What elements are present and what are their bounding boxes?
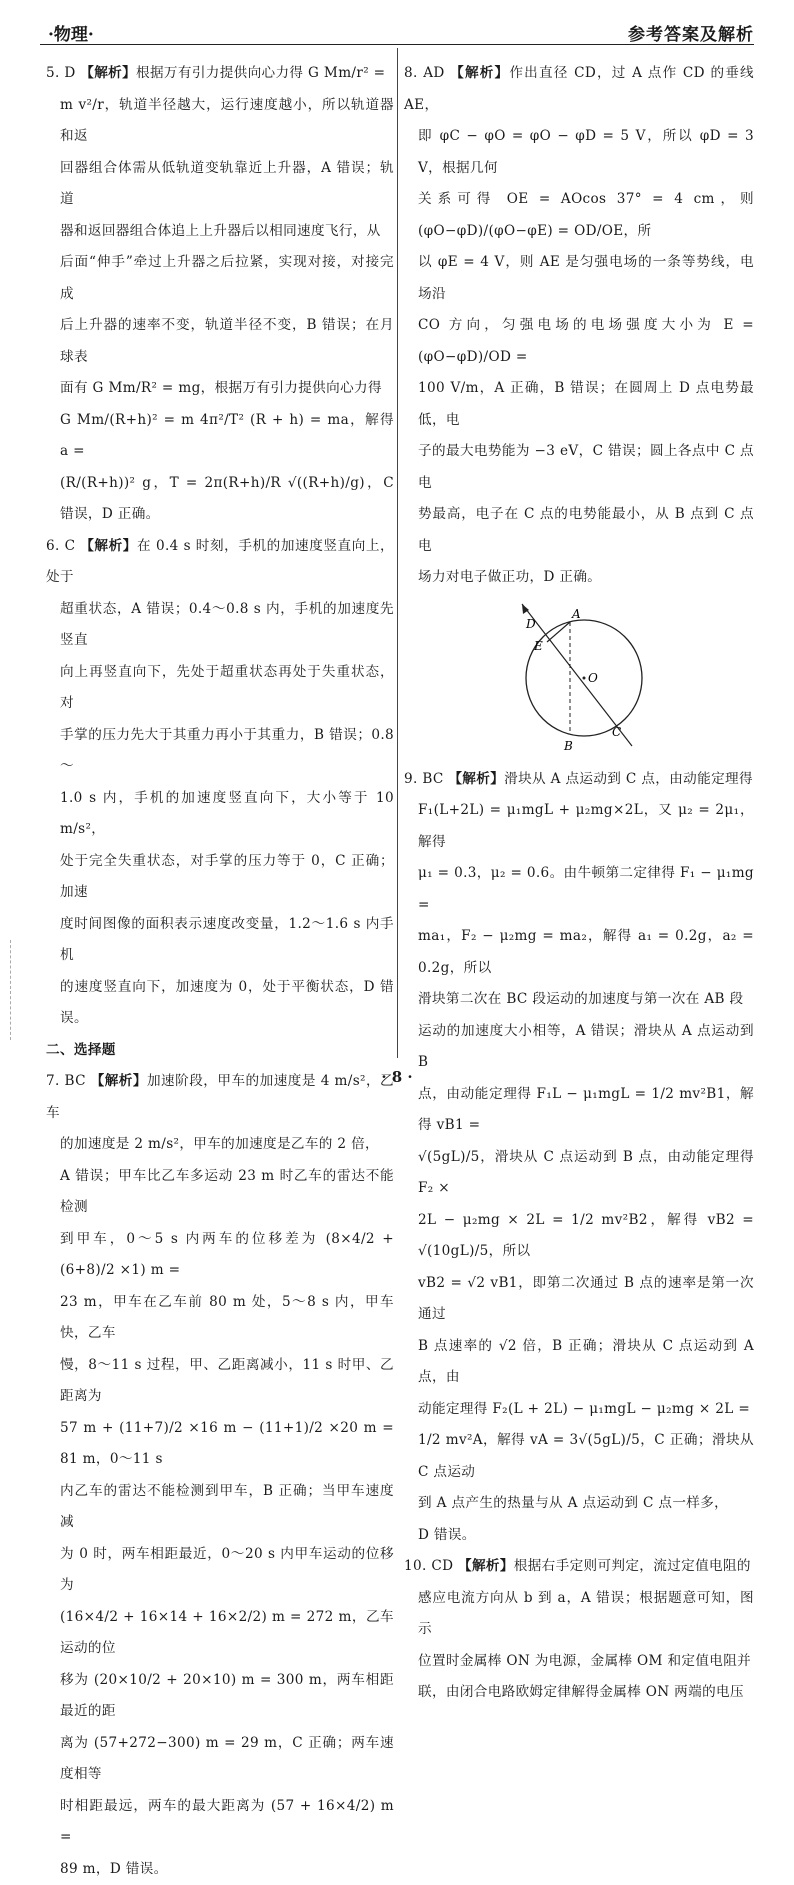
answer-line: √(5gL)/5，滑块从 C 点运动到 B 点，由动能定理得 F₂ ×: [404, 1142, 754, 1205]
answer-line: B 点速率的 √2 倍，B 正确；滑块从 C 点运动到 A 点，由: [404, 1331, 754, 1394]
answer-line: 以 φE = 4 V，则 AE 是匀强电场的一条等势线，电场沿: [404, 247, 754, 310]
answer-line: [46, 58, 394, 90]
answer-text: 根据右手定则可判定，流过定值电阻的: [514, 1558, 751, 1574]
answer-line: m v²/r，轨道半径越大，运行速度越小，所以轨道器和返: [46, 90, 394, 153]
answer-line: 到 A 点产生的热量与从 A 点运动到 C 点一样多，: [404, 1488, 754, 1520]
answer-line: [404, 58, 754, 121]
answer-text: 滑块从 A 点运动到 C 点，由动能定理得: [504, 771, 753, 787]
label-b: B: [563, 739, 573, 753]
label-o: O: [588, 671, 598, 685]
answer-line: A 错误；甲车比乙车多运动 23 m 时乙车的雷达不能检测: [46, 1161, 394, 1224]
answer-line: 手掌的压力先大于其重力再小于其重力，B 错误；0.8～: [46, 720, 394, 783]
answer-line: 内乙车的雷达不能检测到甲车，B 正确；当甲车速度减: [46, 1476, 394, 1539]
answer-line: G Mm/(R+h)² = m 4π²/T² (R + h) = ma，解得 a =: [46, 405, 394, 468]
answer-line: 滑块第二次在 BC 段运动的加速度与第一次在 AB 段: [404, 984, 754, 1016]
answer-text: 根据万有引力提供向心力得 G Mm/r² =: [136, 65, 385, 81]
answer-line: 时相距最远，两车的最大距离为 (57 + 16×4/2) m =: [46, 1791, 394, 1854]
answer-line: 器和返回器组合体追上上升器后以相同速度飞行，从: [46, 216, 394, 248]
answer-line: [46, 531, 394, 594]
column-divider: [397, 48, 398, 1058]
answer-line: 89 m，D 错误。: [46, 1854, 394, 1885]
analysis-tag: 【解析】: [80, 538, 137, 554]
answer-line: 1/2 mv²A，解得 vA = 3√(5gL)/5，C 正确；滑块从 C 点运动: [404, 1425, 754, 1488]
answer-line: 度时间图像的面积表示速度改变量，1.2～1.6 s 内手机: [46, 909, 394, 972]
answer-line: 慢，8～11 s 过程，甲、乙距离减小，11 s 时甲、乙距离为: [46, 1350, 394, 1413]
answer-line: [404, 764, 754, 796]
answer-line: 超重状态，A 错误；0.4～0.8 s 内，手机的加速度先竖直: [46, 594, 394, 657]
answers-9-10-block: [404, 764, 754, 1709]
question-number: 6. C: [46, 538, 75, 554]
binding-mark: [10, 940, 11, 1040]
analysis-tag: 【解析】: [91, 1073, 147, 1089]
question-number: 5. D: [46, 65, 76, 81]
analysis-tag: 【解析】: [458, 1558, 514, 1574]
answer-line: 处于完全失重状态，对手掌的压力等于 0，C 正确；加速: [46, 846, 394, 909]
question-number: 10. CD: [404, 1558, 453, 1574]
answer-line: 即 φC − φO = φO − φD = 5 V，所以 φD = 3 V，根据几何: [404, 121, 754, 184]
subject-label: ·物理·: [48, 20, 94, 45]
answer-line: vB2 = √2 vB1，即第二次通过 B 点的速率是第一次通过: [404, 1268, 754, 1331]
answer-line: 面有 G Mm/R² = mg，根据万有引力提供向心力得: [46, 373, 394, 405]
answer-line: 为 0 时，两车相距最近，0～20 s 内甲车运动的位移为: [46, 1539, 394, 1602]
answer-line: 点，由动能定理得 F₁L − μ₁mgL = 1/2 mv²B1，解得 vB1 =: [404, 1079, 754, 1142]
answer-line: 23 m，甲车在乙车前 80 m 处，5～8 s 内，甲车快，乙车: [46, 1287, 394, 1350]
perpendicular-ae-line: [547, 622, 570, 642]
answer-line: F₁(L+2L) = μ₁mgL + μ₂mg×2L，又 μ₂ = 2μ₁，解得: [404, 795, 754, 858]
analysis-tag: 【解析】: [448, 771, 504, 787]
answer-line: D 错误。: [404, 1520, 754, 1552]
answer-line: 联，由闭合电路欧姆定律解得金属棒 ON 两端的电压: [404, 1677, 754, 1709]
answer-line: 向上再竖直向下，先处于超重状态再处于失重状态，对: [46, 657, 394, 720]
question-number: 9. BC: [404, 771, 444, 787]
center-point: [583, 676, 586, 679]
answer-line: 子的最大电势能为 −3 eV，C 错误；圆上各点中 C 点电: [404, 436, 754, 499]
answer-line: (R/(R+h))² g，T = 2π(R+h)/R √((R+h)/g)，C 错误，D 正确。: [46, 468, 394, 531]
answer-line: 感应电流方向从 b 到 a，A 错误；根据题意可知，图示: [404, 1583, 754, 1646]
answer-line: 后面“伸手”牵过上升器之后拉紧，实现对接，对接完成: [46, 247, 394, 310]
label-a: A: [571, 607, 581, 621]
answer-line: 势最高，电子在 C 点的电势能最小，从 B 点到 C 点电: [404, 499, 754, 562]
section-title: 参考答案及解析: [628, 20, 754, 45]
answer-line: 动能定理得 F₂(L + 2L) − μ₁mgL − μ₂mg × 2L =: [404, 1394, 754, 1426]
answer-8-block: [404, 58, 754, 594]
answer-line: 后上升器的速率不变，轨道半径不变，B 错误；在月球表: [46, 310, 394, 373]
answer-text: 在 0.4 s 时刻，手机的加速度竖直向上，处于: [46, 538, 394, 586]
answer-line: 的加速度是 2 m/s²，甲车的加速度是乙车的 2 倍，: [46, 1129, 394, 1161]
answer-line: 离为 (57+272−300) m = 29 m，C 正确；两车速度相等: [46, 1728, 394, 1791]
answer-line: 的速度竖直向下，加速度为 0，处于平衡状态，D 错误。: [46, 972, 394, 1035]
answer-line: 1.0 s 内，手机的加速度竖直向下，大小等于 10 m/s²，: [46, 783, 394, 846]
analysis-tag: 【解析】: [450, 65, 509, 81]
answer-line: 57 m + (11+7)/2 ×16 m − (11+1)/2 ×20 m = 81 m，0～11 s: [46, 1413, 394, 1476]
answer-line: 到甲车，0～5 s 内两车的位移差为 (8×4/2 + (6+8)/2 ×1) m =: [46, 1224, 394, 1287]
answer-line: 2L − μ₂mg × 2L = 1/2 mv²B2，解得 vB2 = √(10gL)/5，所以: [404, 1205, 754, 1268]
label-d: D: [525, 617, 536, 631]
right-column: [404, 58, 754, 1709]
question-number: 8. AD: [404, 65, 445, 81]
answer-line: CO 方向，匀强电场的电场强度大小为 E = (φO−φD)/OD =: [404, 310, 754, 373]
answer-line: [404, 1551, 754, 1583]
page-number: · 8 ·: [0, 1068, 794, 1086]
answer-line: ma₁，F₂ − μ₂mg = ma₂，解得 a₁ = 0.2g，a₂ = 0.2g，所以: [404, 921, 754, 984]
answer-line: 回器组合体需从低轨道变轨靠近上升器，A 错误；轨道: [46, 153, 394, 216]
answer-line: (16×4/2 + 16×14 + 16×2/2) m = 272 m，乙车运动的位: [46, 1602, 394, 1665]
circle-field-figure: [514, 598, 664, 758]
label-c: C: [612, 725, 622, 739]
answer-line: 场力对电子做正功，D 正确。: [404, 562, 754, 594]
analysis-tag: 【解析】: [80, 65, 136, 81]
answer-line: 移为 (20×10/2 + 20×10) m = 300 m，两车相距最近的距: [46, 1665, 394, 1728]
answer-line: 位置时金属棒 ON 为电源，金属棒 OM 和定值电阻并: [404, 1646, 754, 1678]
answer-line: μ₁ = 0.3，μ₂ = 0.6。由牛顿第二定律得 F₁ − μ₁mg =: [404, 858, 754, 921]
label-e: E: [533, 639, 543, 653]
answer-text: 作出直径 CD，过 A 点作 CD 的垂线 AE，: [404, 65, 754, 113]
answer-line: 关系可得 OE = AOcos 37° = 4 cm，则 (φO−φD)/(φO−φE) = OD/OE，所: [404, 184, 754, 247]
question-number: 7. BC: [46, 1073, 86, 1089]
answer-line: 100 V/m，A 正确，B 错误；在圆周上 D 点电势最低，电: [404, 373, 754, 436]
answer-line: 运动的加速度大小相等，A 错误；滑块从 A 点运动到 B: [404, 1016, 754, 1079]
answer-text: 加速阶段，甲车的加速度是 4 m/s²，乙车: [46, 1073, 394, 1121]
left-column: [46, 58, 394, 1885]
section-heading: 二、选择题: [46, 1035, 394, 1067]
page-header: [40, 18, 754, 45]
